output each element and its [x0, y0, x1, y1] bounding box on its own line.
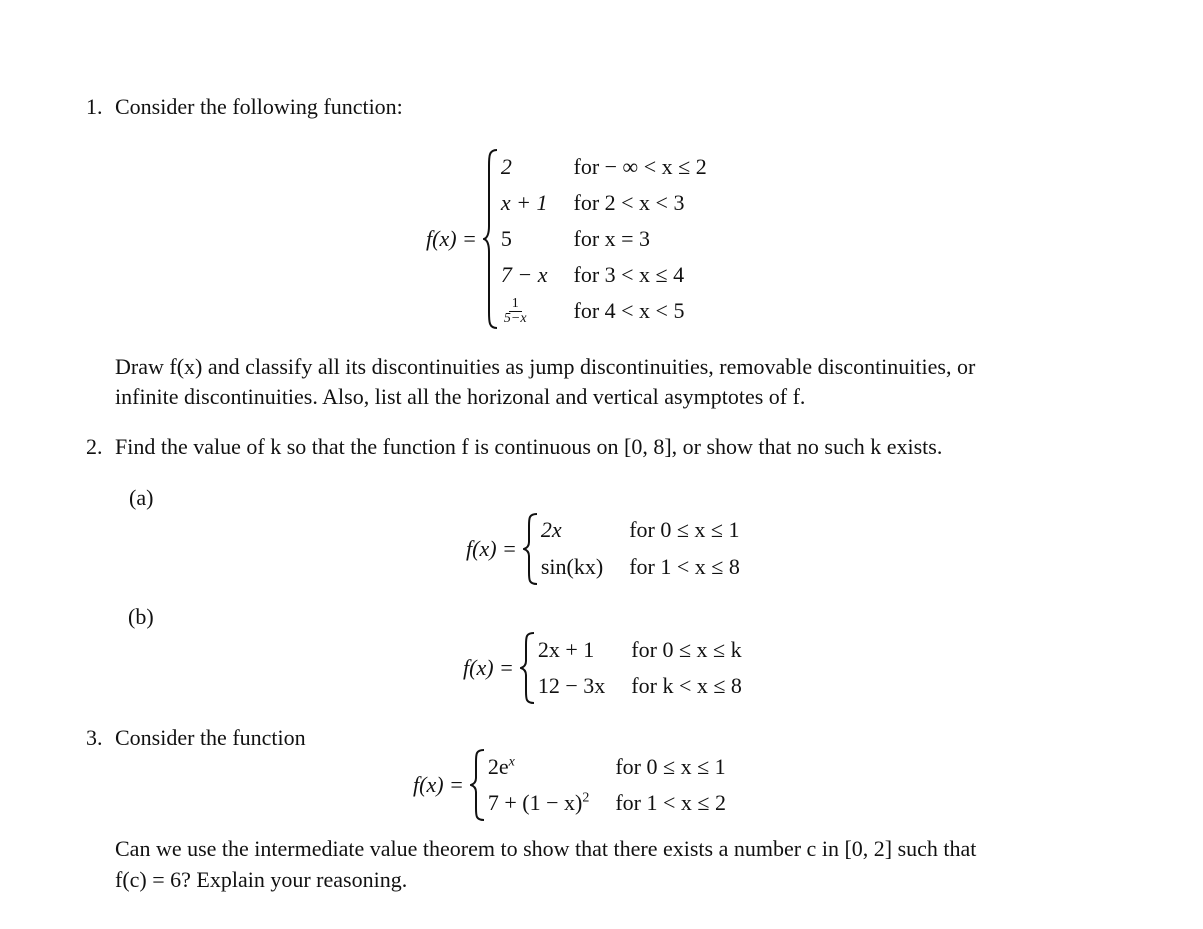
case-expr: $7 + (1 - x)^2$ — [487, 789, 590, 815]
problem-1-body-line-2: infinite discontinuities. Also, list all the horizonal and vertical asymptotes of f. — [115, 384, 806, 409]
case-expr: x + 1 — [500, 189, 548, 215]
superscript: x — [508, 754, 515, 770]
case-expr-fraction — [501, 295, 548, 327]
cases-table — [541, 512, 740, 586]
equation-lhs: f(x) = — [426, 225, 477, 251]
case-expr: 2 — [500, 153, 512, 179]
fraction-numerator: 1 — [509, 297, 522, 313]
case-expr: $2e^x$ — [487, 753, 515, 779]
part-a-equation — [466, 512, 740, 586]
problem-1-equation — [426, 148, 707, 330]
problem-2-intro: Find the value of k so that the function f is continuous on [0, 8], or show that no such k exists. — [115, 434, 943, 459]
case-condition: for x = 3 — [573, 225, 651, 251]
superscript: 2 — [582, 790, 590, 806]
problem-3-body-line-2: f(c) = 6? Explain your reasoning. — [115, 867, 408, 892]
problem-2-number: 2. — [86, 434, 103, 459]
case-expr: 2x — [540, 517, 562, 543]
left-brace — [470, 748, 486, 822]
case-condition: for 2 < x < 3 — [573, 189, 685, 215]
cases-table — [488, 749, 726, 821]
case-condition: for 4 < x < 5 — [573, 297, 685, 323]
case-expr: 7 − x — [500, 261, 548, 287]
case-expr: 2x + 1 — [537, 636, 595, 662]
case-expr: sin(kx) — [540, 554, 604, 580]
fraction-denominator: 5−x — [503, 311, 527, 327]
equation-lhs: f(x) = — [466, 535, 517, 561]
case-condition: for 0 ≤ x ≤ 1 — [629, 517, 740, 543]
left-brace — [523, 512, 539, 586]
problem-1-body-line-1: Draw f(x) and classify all its discontinuities as jump discontinuities, removable discontinuities, or — [115, 354, 976, 379]
case-expr: 5 — [500, 225, 512, 251]
case-condition: for 0 ≤ x ≤ k — [631, 636, 742, 662]
case-condition: for k < x ≤ 8 — [631, 672, 742, 698]
problem-1-intro: Consider the following function: — [115, 94, 403, 119]
part-a-label: (a) — [129, 485, 154, 510]
problem-1-number: 1. — [86, 94, 103, 119]
left-brace — [520, 631, 536, 705]
case-expr: 12 − 3x — [537, 672, 606, 698]
case-condition: for 1 < x ≤ 2 — [615, 789, 726, 815]
equation-lhs: f(x) = — [413, 771, 464, 797]
equation-lhs: f(x) = — [463, 654, 514, 680]
problem-3-number: 3. — [86, 725, 103, 750]
left-brace — [483, 148, 499, 330]
problem-3-equation — [413, 748, 726, 822]
problem-3-intro: Consider the function — [115, 725, 306, 750]
case-condition: for 3 < x ≤ 4 — [573, 261, 685, 287]
case-condition: for 1 < x ≤ 8 — [629, 554, 740, 580]
case-condition: for 0 ≤ x ≤ 1 — [615, 753, 726, 779]
case-condition: for − ∞ < x ≤ 2 — [573, 153, 707, 179]
problem-3-body-line-1: Can we use the intermediate value theorem to show that there exists a number c in [0, 2] such that — [115, 836, 977, 861]
cases-table — [538, 632, 742, 704]
cases-table — [501, 149, 707, 329]
part-b-equation — [463, 631, 742, 705]
part-b-label: (b) — [128, 604, 154, 629]
